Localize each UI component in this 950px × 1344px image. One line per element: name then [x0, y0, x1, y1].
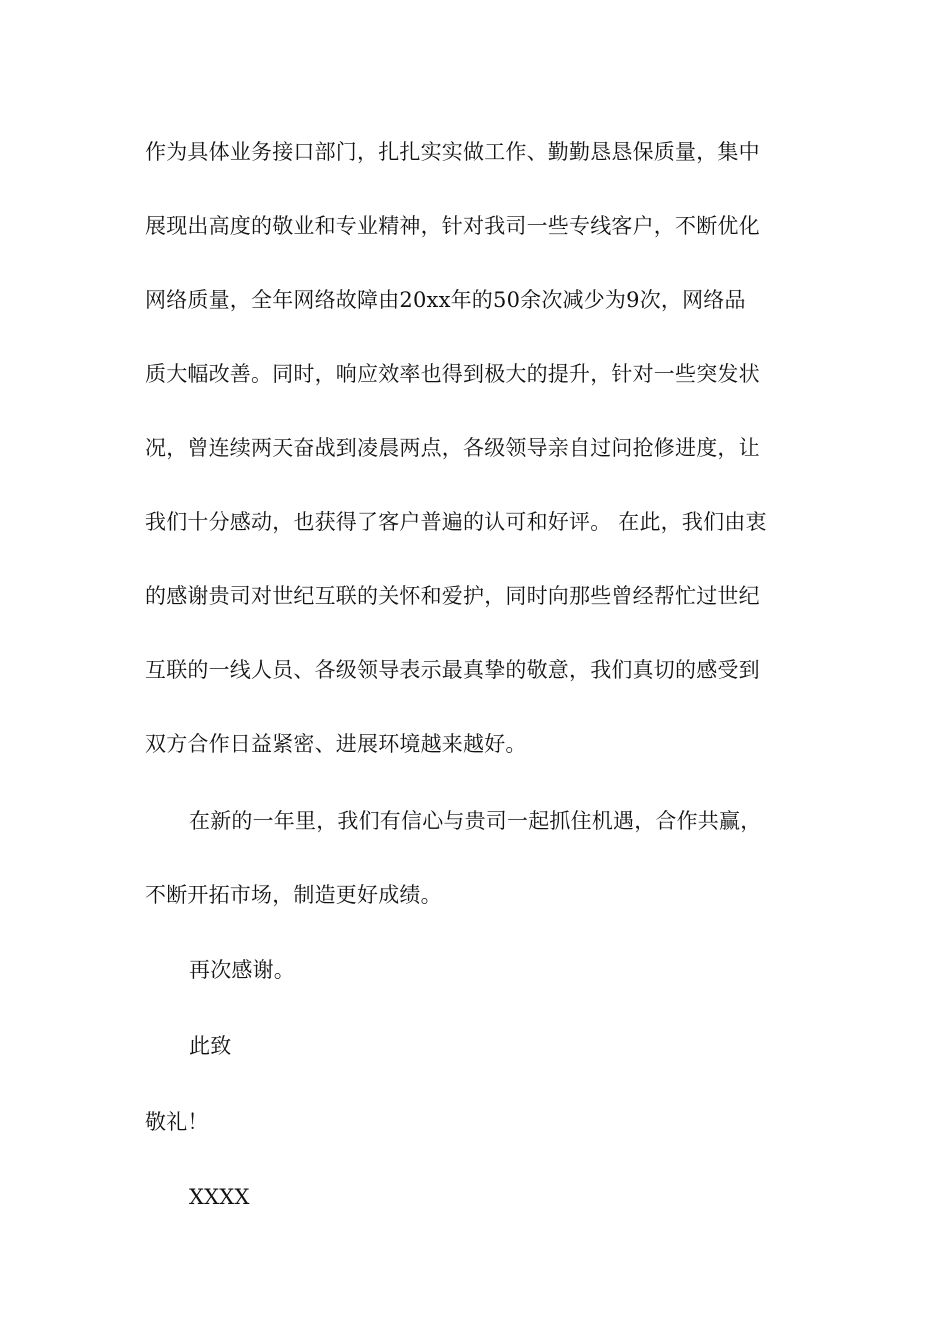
closing-regards: 敬礼！ — [145, 1110, 209, 1134]
paragraph-line: 我们十分感动，也获得了客户普遍的认可和好评。 在此，我们由衷 — [145, 510, 767, 534]
closing-salutation: 此致 — [189, 1034, 232, 1058]
paragraph-line: 双方合作日益紧密、进展环境越来越好。 — [145, 732, 527, 756]
closing-thanks: 再次感谢。 — [189, 958, 295, 982]
paragraph-line: 网络质量，全年网络故障由20xx年的50余次减少为9次，网络品 — [145, 288, 746, 312]
paragraph-line: 的感谢贵司对世纪互联的关怀和爱护，同时向那些曾经帮忙过世纪 — [145, 584, 760, 608]
paragraph-line: 展现出高度的敬业和专业精神，针对我司一些专线客户，不断优化 — [145, 214, 760, 238]
paragraph-line: 质大幅改善。同时，响应效率也得到极大的提升，针对一些突发状 — [145, 362, 760, 386]
paragraph-line: 作为具体业务接口部门，扎扎实实做工作、勤勤恳恳保质量，集中 — [145, 140, 760, 164]
paragraph-line: 况，曾连续两天奋战到凌晨两点，各级领导亲自过问抢修进度，让 — [145, 436, 760, 460]
paragraph-line: 不断开拓市场，制造更好成绩。 — [145, 883, 442, 907]
paragraph-line: 在新的一年里，我们有信心与贵司一起抓住机遇，合作共赢， — [189, 809, 762, 833]
signature: XXXX — [189, 1185, 250, 1209]
paragraph-line: 互联的一线人员、各级领导表示最真挚的敬意，我们真切的感受到 — [145, 658, 760, 682]
